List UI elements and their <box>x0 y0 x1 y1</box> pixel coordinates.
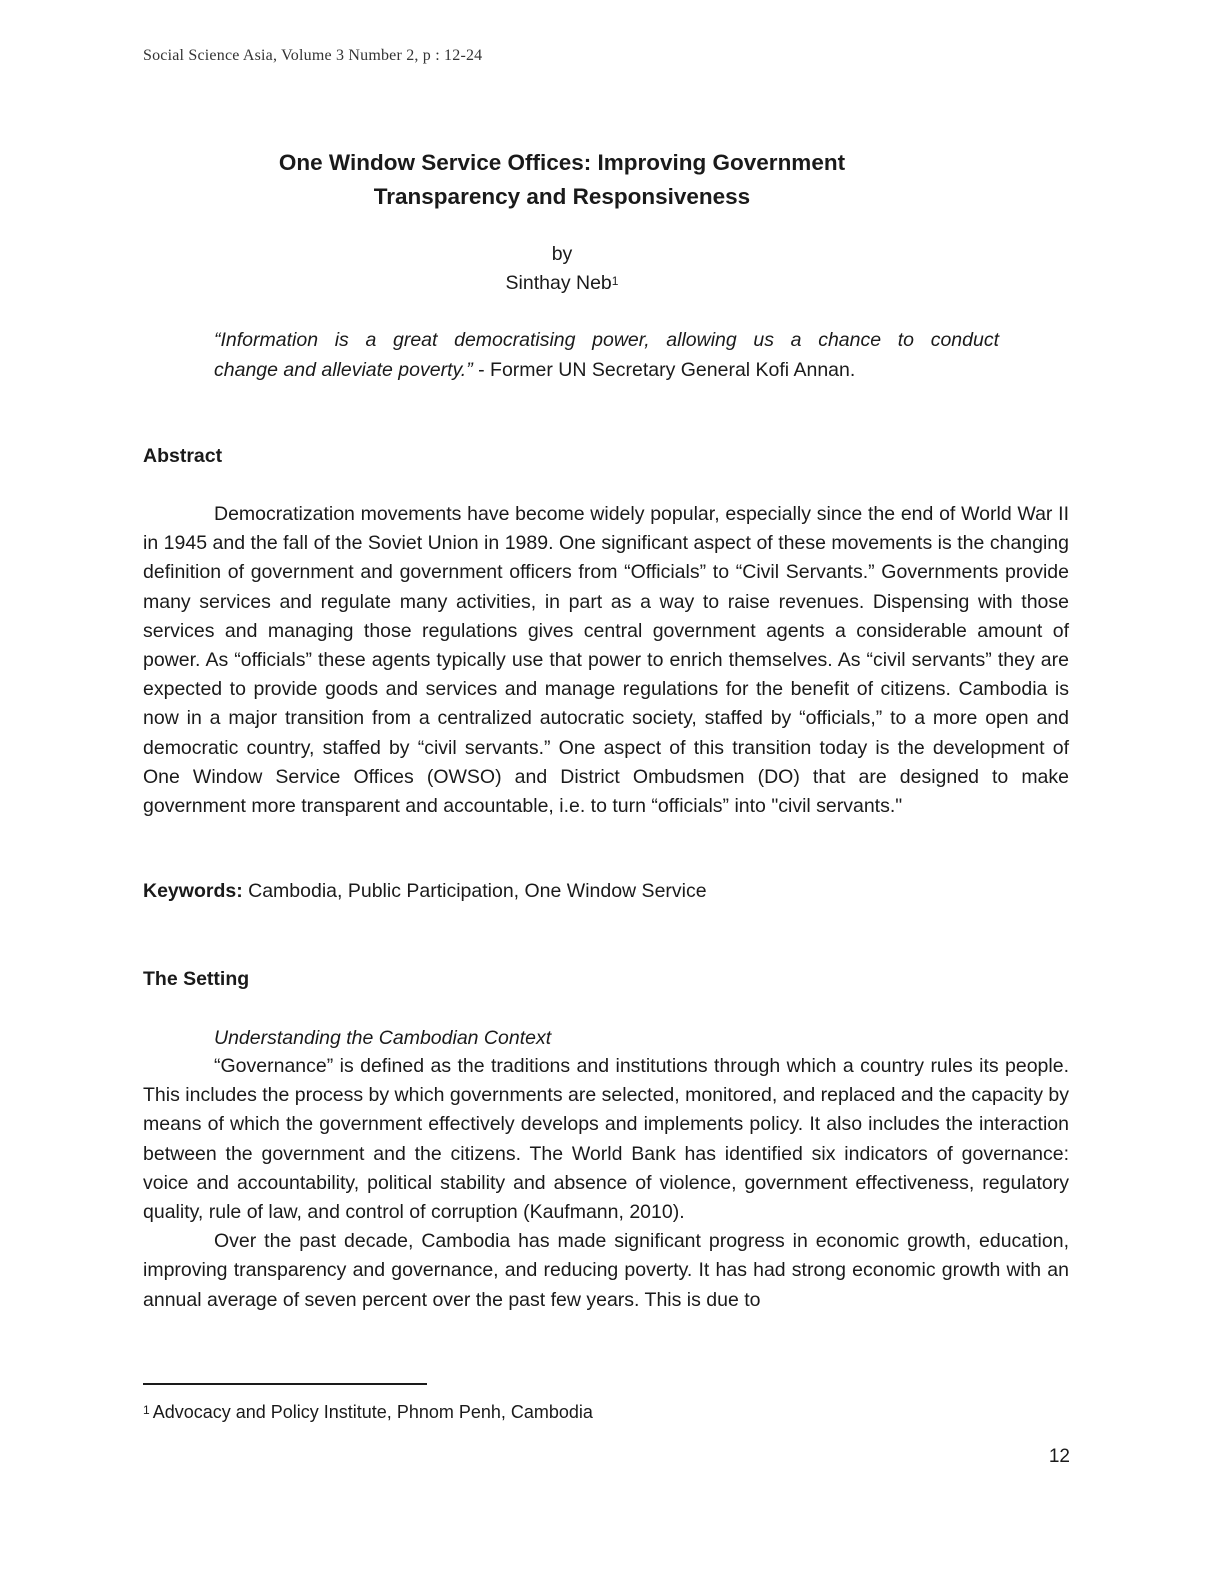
keywords-label: Keywords: <box>143 880 243 902</box>
subsection-heading: Understanding the Cambodian Context <box>214 1027 552 1049</box>
footnote-text: Advocacy and Policy Institute, Phnom Penh, Cambodia <box>152 1402 593 1422</box>
running-head: Social Science Asia, Volume 3 Number 2, p : 12-24 <box>143 47 483 64</box>
setting-body <box>143 1052 1069 1315</box>
epigraph <box>214 325 999 385</box>
epigraph-line-1: “Information is a great democratising power, allowing us a chance to conduct <box>214 329 999 351</box>
footnote-separator <box>143 1383 427 1385</box>
section-heading-setting: The Setting <box>143 968 250 990</box>
byline-by: by <box>551 243 573 265</box>
paper-title <box>143 146 981 214</box>
footnote <box>143 1398 593 1426</box>
footnote-mark: 1 <box>143 1403 150 1417</box>
paper-title-line-2: Transparency and Responsiveness <box>373 184 751 209</box>
keywords-value: Cambodia, Public Participation, One Window Service <box>242 880 707 902</box>
page-number: 12 <box>1048 1446 1070 1467</box>
abstract-body <box>143 500 1069 821</box>
keywords <box>143 877 707 906</box>
author-footnote-mark: 1 <box>611 274 619 288</box>
abstract-paragraph: Democratization movements have become widely popular, especially since the end of World War II in 1945 and the fall of the Soviet Union in 1989. One significant aspect of these movements is the changing definition of government and government officers from “Officials” to “Civil Servants.” Governments provide many services and regulate many activities, in part as a way to raise revenues. Dispensing with those services and managing those regulations gives central government agents a considerable amount of power. As “officials” these agents typically use that power to enrich themselves. As “civil servants” they are expected to provide goods and services and manage regulations for the benefit of citizens. Cambodia is now in a major transition from a centralized autocratic society, staffed by “officials,” to a more open and democratic country, staffed by “civil servants.” One aspect of this transition today is the development of One Window Service Offices (OWSO) and District Ombudsmen (DO) that are designed to make government more transparent and accountable, i.e. to turn “officials” into "civil servants." <box>143 503 1069 818</box>
byline <box>143 240 981 298</box>
paper-title-line-1: One Window Service Offices: Improving Government <box>278 150 846 175</box>
author-line <box>143 269 981 298</box>
author-name: Sinthay Neb <box>505 272 612 294</box>
epigraph-attribution: - Former UN Secretary General Kofi Annan. <box>472 359 856 381</box>
setting-paragraph-2: Over the past decade, Cambodia has made significant progress in economic growth, education, improving transparency and governance, and reducing poverty. It has had strong economic growth with an annual average of seven percent over the past few years. This is due to <box>143 1230 1069 1311</box>
setting-paragraph-1: “Governance” is defined as the traditions and institutions through which a country rules its people. This includes the process by which governments are selected, monitored, and replaced and the capacity by means of which the government effectively develops and implements policy. It also includes the interaction between the government and the citizens. The World Bank has identified six indicators of governance: voice and accountability, political stability and absence of violence, government effectiveness, regulatory quality, rule of law, and control of corruption (Kaufmann, 2010). <box>143 1055 1069 1224</box>
epigraph-quote-end: change and alleviate poverty.” <box>214 359 473 381</box>
epigraph-line-2 <box>214 355 999 385</box>
abstract-heading: Abstract <box>143 445 223 467</box>
